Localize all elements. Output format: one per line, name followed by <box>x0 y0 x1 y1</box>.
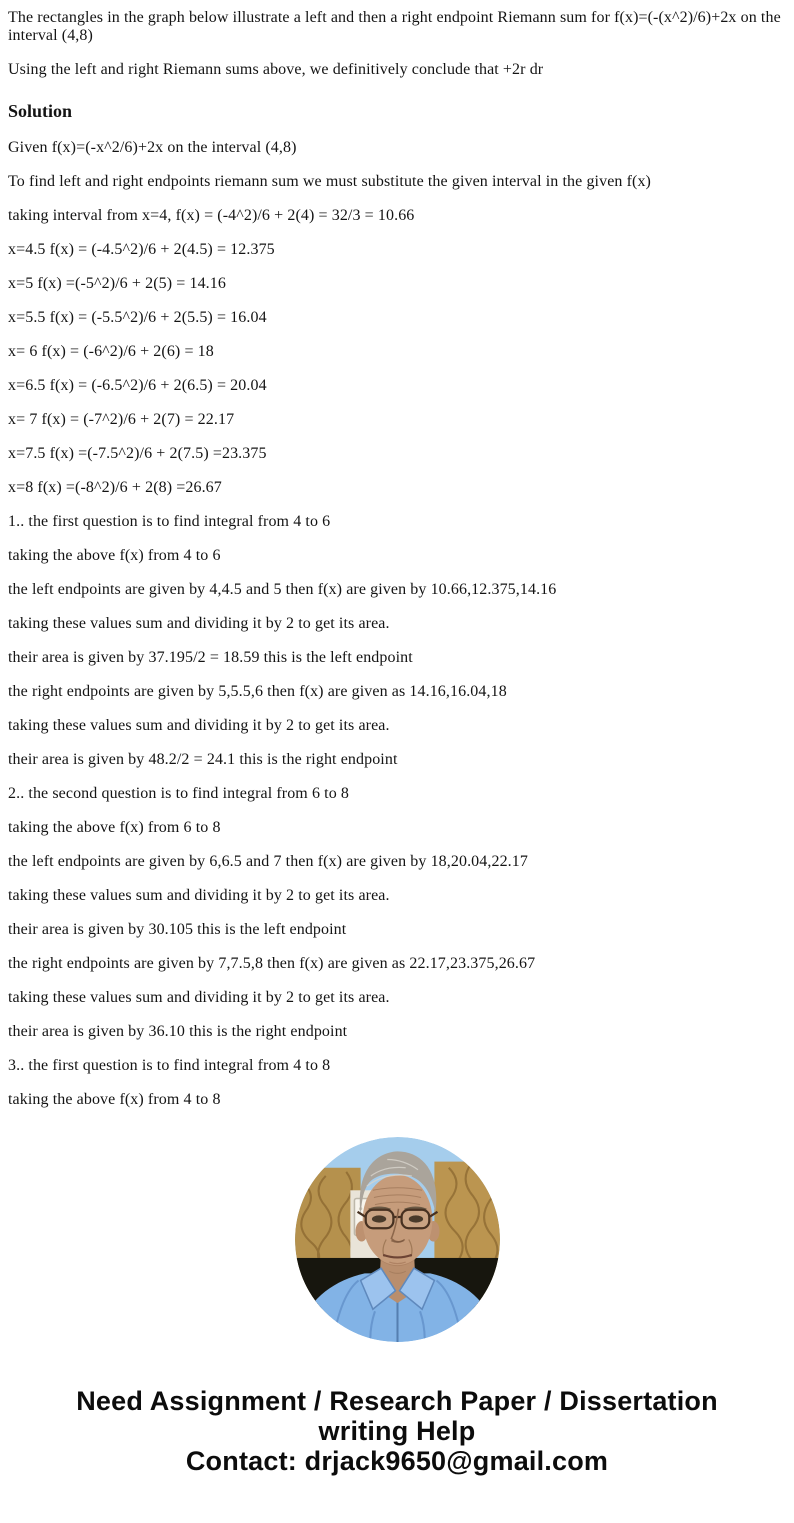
question-paragraph: The rectangles in the graph below illustrate a left and then a right endpoint Riemann sum for f(x)=(-(x^2)/6)+2x on the interval (4,8) <box>8 9 781 44</box>
footer-headline-line: writing Help <box>318 1416 476 1446</box>
solution-paragraph: x=6.5 f(x) = (-6.5^2)/6 + 2(6.5) = 20.04 <box>8 377 267 394</box>
solution-paragraph: taking these values sum and dividing it by 2 to get its area. <box>8 717 390 734</box>
solution-paragraph: x= 6 f(x) = (-6^2)/6 + 2(6) = 18 <box>8 343 214 360</box>
solution-paragraph: the left endpoints are given by 4,4.5 and 5 then f(x) are given by 10.66,12.375,14.16 <box>8 581 557 598</box>
solution-paragraph: x=5.5 f(x) = (-5.5^2)/6 + 2(5.5) = 16.04 <box>8 309 267 326</box>
solution-paragraph: their area is given by 48.2/2 = 24.1 this is the right endpoint <box>8 751 398 768</box>
footer-headline-line: Need Assignment / Research Paper / Dissertation <box>76 1386 718 1416</box>
solution-paragraph: x=7.5 f(x) =(-7.5^2)/6 + 2(7.5) =23.375 <box>8 445 267 462</box>
solution-section <box>8 139 786 1109</box>
solution-paragraph: 2.. the second question is to find integral from 6 to 8 <box>8 785 349 802</box>
solution-paragraph: their area is given by 37.195/2 = 18.59 this is the left endpoint <box>8 649 413 666</box>
footer-ad <box>8 1386 786 1506</box>
footer-contact-email: Contact: drjack9650@gmail.com <box>185 1446 609 1476</box>
solution-paragraph: taking the above f(x) from 6 to 8 <box>8 819 221 836</box>
solution-paragraph: 1.. the first question is to find integral from 4 to 6 <box>8 513 331 530</box>
solution-paragraph: x=8 f(x) =(-8^2)/6 + 2(8) =26.67 <box>8 479 222 496</box>
solution-paragraph: x=5 f(x) =(-5^2)/6 + 2(5) = 14.16 <box>8 275 226 292</box>
solution-paragraph: taking these values sum and dividing it by 2 to get its area. <box>8 989 390 1006</box>
solution-paragraph: the right endpoints are given by 5,5.5,6 then f(x) are given as 14.16,16.04,18 <box>8 683 507 700</box>
tutor-portrait-image <box>295 1137 500 1342</box>
solution-paragraph: taking the above f(x) from 4 to 6 <box>8 547 221 564</box>
solution-paragraph: taking the above f(x) from 4 to 8 <box>8 1091 221 1108</box>
solution-paragraph: x= 7 f(x) = (-7^2)/6 + 2(7) = 22.17 <box>8 411 235 428</box>
solution-paragraph: taking interval from x=4, f(x) = (-4^2)/6 + 2(4) = 32/3 = 10.66 <box>8 207 415 224</box>
solution-paragraph: the left endpoints are given by 6,6.5 and 7 then f(x) are given by 18,20.04,22.17 <box>8 853 528 870</box>
solution-paragraph: their area is given by 30.105 this is the left endpoint <box>8 921 347 938</box>
solution-paragraph: their area is given by 36.10 this is the right endpoint <box>8 1023 348 1040</box>
solution-paragraph: taking these values sum and dividing it by 2 to get its area. <box>8 887 390 904</box>
solution-paragraph: taking these values sum and dividing it by 2 to get its area. <box>8 615 390 632</box>
solution-paragraph: x=4.5 f(x) = (-4.5^2)/6 + 2(4.5) = 12.375 <box>8 241 275 258</box>
tutor-photo <box>295 1137 500 1342</box>
solution-paragraph: Given f(x)=(-x^2/6)+2x on the interval (4,8) <box>8 139 297 156</box>
solution-heading: Solution <box>8 101 73 121</box>
question-section <box>8 9 786 79</box>
solution-paragraph: 3.. the first question is to find integral from 4 to 8 <box>8 1057 331 1074</box>
solution-paragraph: To find left and right endpoints riemann sum we must substitute the given interval in the given f(x) <box>8 173 651 190</box>
solution-paragraph: the right endpoints are given by 7,7.5,8 then f(x) are given as 22.17,23.375,26.67 <box>8 955 536 972</box>
question-paragraph: Using the left and right Riemann sums above, we definitively conclude that +2r dr <box>8 61 544 78</box>
